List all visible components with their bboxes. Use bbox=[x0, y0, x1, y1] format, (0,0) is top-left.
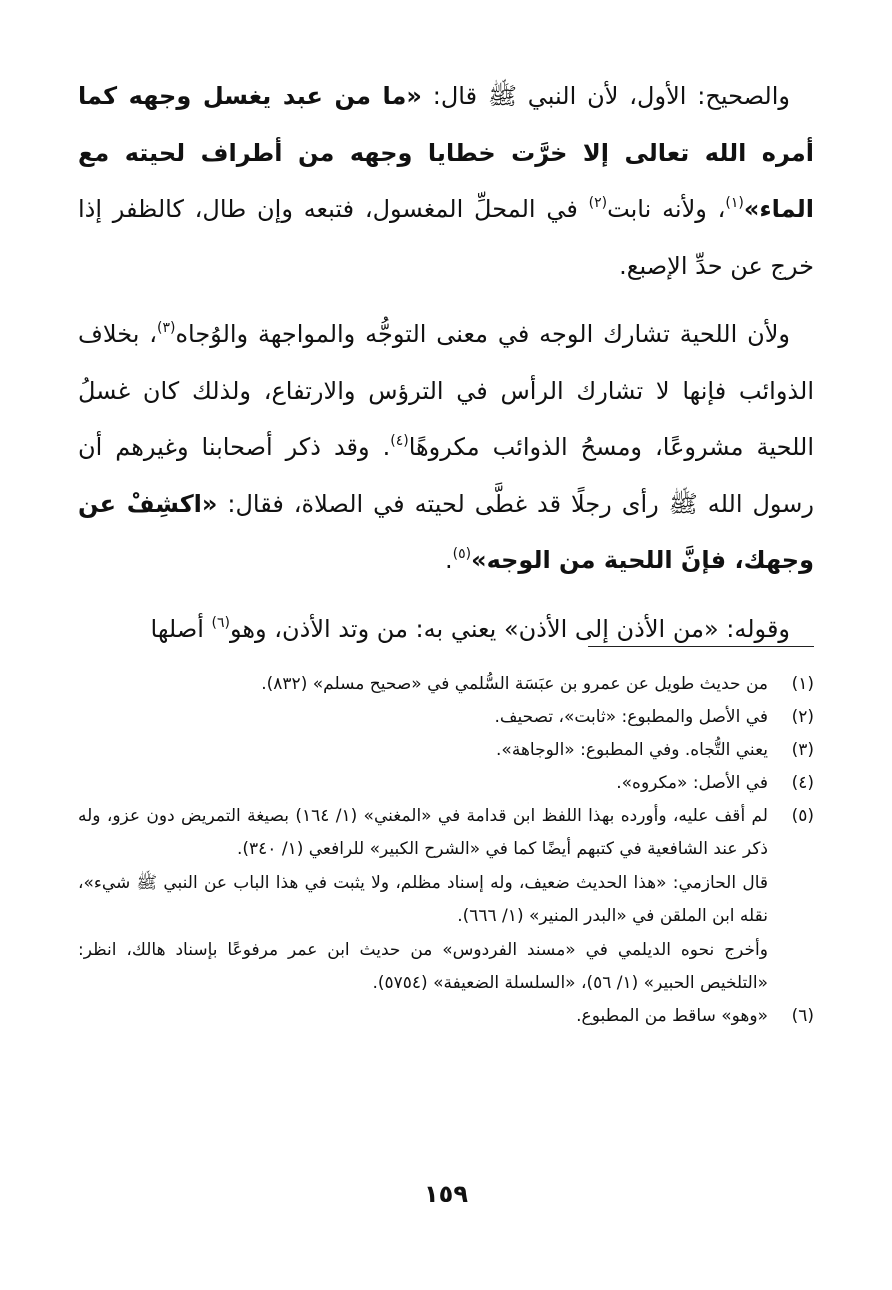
footnote-ref: (٢) bbox=[588, 195, 608, 211]
footnote-ref: (١) bbox=[725, 195, 744, 211]
paragraph-1 bbox=[78, 68, 814, 294]
footnote-text: يعني التُّجاه. وفي المطبوع: «الوجاهة». bbox=[496, 740, 768, 760]
footnote-text: في الأصل: «مكروه». bbox=[616, 773, 768, 793]
footnote-ref: (٣) bbox=[156, 320, 176, 336]
footnote-6 bbox=[78, 1000, 814, 1033]
footnote-number: (٥) bbox=[791, 806, 814, 826]
footnote-2 bbox=[78, 701, 814, 734]
footnote-number: (١) bbox=[791, 674, 814, 694]
text-span: في المحلِّ المغسول، فتبعه وإن طال، كالظفر إذا خرج عن حدِّ الإصبع. bbox=[78, 195, 814, 280]
paragraph-3 bbox=[78, 601, 814, 658]
footnote-separator bbox=[588, 646, 814, 647]
page-number: ١٥٩ bbox=[424, 1180, 468, 1208]
footnote-text: لم أقف عليه، وأورده بهذا اللفظ ابن قدامة في «المغني» (١/ ١٦٤) بصيغة التمريض دون عزو، وله ذكر عند الشافعية في كتبهم أيضًا كما في «الشرح الكبير» للرافعي (١/ ٣٤٠). bbox=[78, 806, 768, 859]
footnote-number: (٦) bbox=[791, 1006, 814, 1026]
hadith-quote: «ما من عبد يغسل وجهه كما أمره الله تعالى إلا خرَّت خطايا وجهه من أطراف لحيته مع الماء» bbox=[78, 82, 814, 223]
footnote-5 bbox=[78, 800, 814, 866]
footnote-number: (٢) bbox=[791, 707, 814, 727]
footnote-number: (٤) bbox=[791, 773, 814, 793]
hadith-quote: «اكشِفْ عن وجهك، فإنَّ اللحية من الوجه» bbox=[78, 489, 814, 574]
footnote-4 bbox=[78, 767, 814, 800]
footnotes bbox=[78, 668, 814, 1033]
text-span: والصحيح: الأول، لأن النبي ﷺ قال: bbox=[421, 82, 790, 110]
footnote-ref: (٤) bbox=[390, 433, 409, 449]
footnote-1 bbox=[78, 668, 814, 701]
text-span: ، بخلاف الذوائب فإنها لا تشارك الرأس في الترؤس والارتفاع، ولذلك كان غسلُ اللحية مشروعًا، ومسحُ الذوائب مكروهًا bbox=[78, 320, 815, 461]
text-span: ولأن اللحية تشارك الوجه في معنى التوجُّه والمواجهة والوُجاه bbox=[175, 320, 791, 348]
footnote-5-continuation: وأخرج نحوه الديلمي في «مسند الفردوس» من حديث ابن عمر مرفوعًا بإسناد هالك، انظر: «التلخيص الحبير» (١/ ٥٦)، «السلسلة الضعيفة» (٥٧٥٤). bbox=[78, 940, 768, 993]
main-text bbox=[78, 68, 814, 657]
text-span: وقوله: «من الأذن إلى الأذن» يعني به: من وتد الأذن، وهو bbox=[229, 614, 790, 643]
footnote-text: في الأصل والمطبوع: «ثابت»، تصحيف. bbox=[494, 707, 768, 727]
paragraph-2 bbox=[78, 306, 814, 589]
footnote-ref: (٥) bbox=[452, 546, 472, 562]
text-span: ، ولأنه نابت bbox=[607, 195, 726, 223]
text-span: . وقد ذكر أصحابنا وغيرهم أن رسول الله ﷺ رأى رجلًا قد غطَّى لحيته في الصلاة، فقال: bbox=[78, 433, 814, 518]
text-span: . bbox=[444, 546, 453, 574]
footnote-5-continuation: قال الحازمي: «هذا الحديث ضعيف، وله إسناد مظلم، ولا يثبت في هذا الباب عن النبي ﷺ شيء»، نقله ابن الملقن في «البدر المنير» (١/ ٦٦٦). bbox=[78, 873, 768, 926]
footnote-text: من حديث طويل عن عمرو بن عبَسَة السُّلمي في «صحيح مسلم» (٨٣٢). bbox=[261, 674, 768, 694]
footnote-text: «وهو» ساقط من المطبوع. bbox=[576, 1006, 768, 1026]
footnote-3 bbox=[78, 734, 814, 767]
footnote-number: (٣) bbox=[791, 740, 814, 760]
text-span: أصلها bbox=[150, 614, 212, 643]
footnote-ref: (٦) bbox=[211, 614, 230, 631]
